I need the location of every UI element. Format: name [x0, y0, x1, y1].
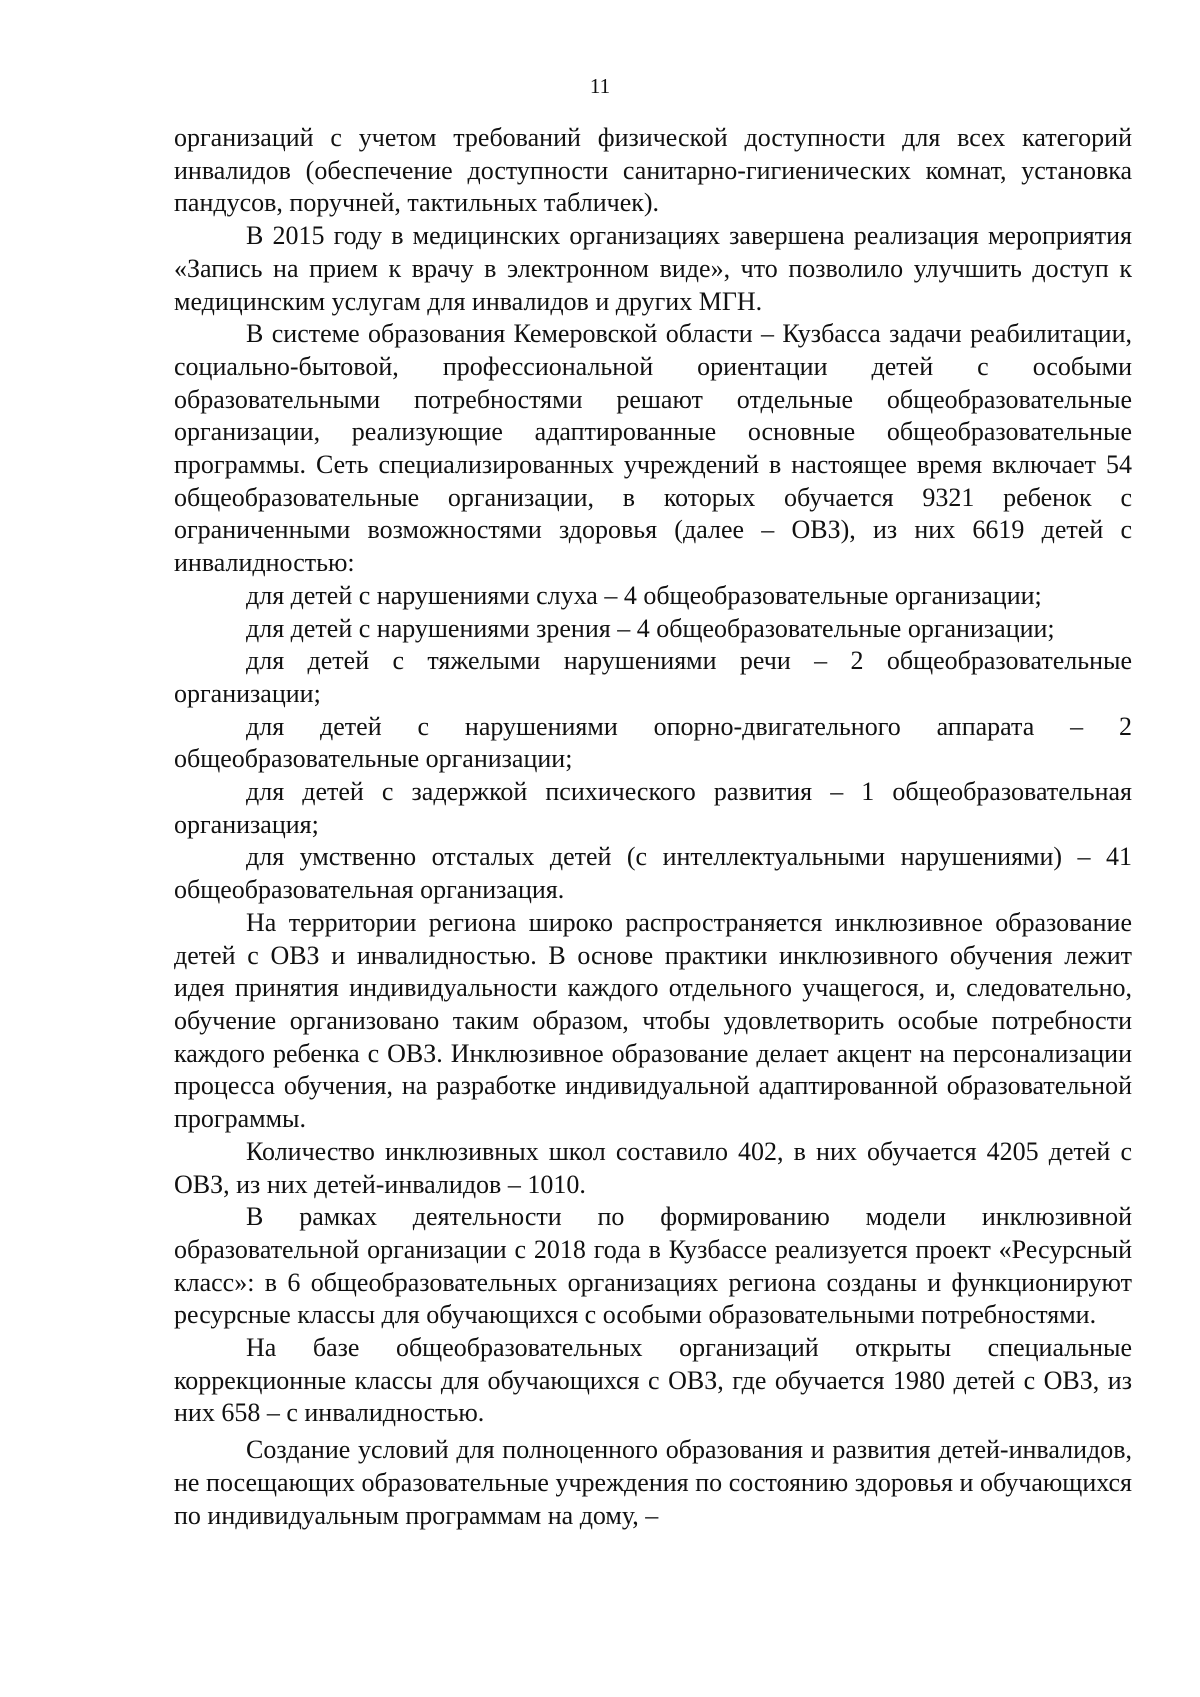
body-paragraph: для умственно отсталых детей (с интеллектуальными нарушениями) – 41 общеобразовательная организация.: [174, 842, 1132, 905]
body-paragraph: В рамках деятельности по формированию модели инклюзивной образовательной организации с 2018 года в Кузбассе реализуется проект «Ресурсный класс»: в 6 общеобразовательных организациях региона созданы и функционируют ресурсные классы для обучающихся с особыми образовательными потребностями.: [174, 1202, 1132, 1330]
body-paragraph: В системе образования Кемеровской области – Кузбасса задачи реабилитации, социально-бытовой, профессиональной ориентации детей с особыми образовательными потребностями решают отдельные общеобразовательные организации, реализующие адаптированные основные общеобразовательные программы. Сеть специализированных учреждений в настоящее время включает 54 общеобразовательные организации, в которых обучается 9321 ребенок с ограниченными возможностями здоровья (далее – ОВЗ), из них 6619 детей с инвалидностью:: [174, 319, 1132, 578]
body-paragraph: На территории региона широко распространяется инклюзивное образование детей с ОВЗ и инвалидностью. В основе практики инклюзивного обучения лежит идея принятия индивидуальности каждого отдельного учащегося, и, следовательно, обучение организовано таким образом, чтобы удовлетворить особые потребности каждого ребенка с ОВЗ. Инклюзивное образование делает акцент на персонализации процесса обучения, на разработке индивидуальной адаптированной образовательной программы.: [174, 907, 1132, 1134]
body-paragraph: Создание условий для полноценного образования и развития детей-инвалидов, не посещающих образовательные учреждения по состоянию здоровья и обучающихся по индивидуальным программам на дому, –: [174, 1435, 1132, 1530]
body-paragraph: организаций с учетом требований физической доступности для всех категорий инвалидов (обеспечение доступности санитарно-гигиенических комнат, установка пандусов, поручней, тактильных табличек).: [174, 123, 1132, 218]
body-paragraph: для детей с задержкой психического развития – 1 общеобразовательная организация;: [174, 777, 1132, 839]
body-paragraph: В 2015 году в медицинских организациях завершена реализация мероприятия «Запись на прием к врачу в электронном виде», что позволило улучшить доступ к медицинским услугам для инвалидов и других МГН.: [174, 221, 1132, 316]
body-paragraph: для детей с нарушениями опорно-двигательного аппарата – 2 общеобразовательные организации;: [174, 711, 1132, 774]
body-paragraph: для детей с нарушениями зрения – 4 общеобразовательные организации;: [246, 613, 1055, 643]
document-body: [174, 122, 1132, 1532]
body-paragraph: для детей с тяжелыми нарушениями речи – 2 общеобразовательные организации;: [174, 646, 1132, 708]
page-number: 11: [589, 74, 611, 98]
body-paragraph: для детей с нарушениями слуха – 4 общеобразовательные организации;: [246, 580, 1042, 610]
body-paragraph: На базе общеобразовательных организаций открыты специальные коррекционные классы для обучающихся с ОВЗ, где обучается 1980 детей с ОВЗ, из них 658 – с инвалидностью.: [174, 1333, 1132, 1428]
body-paragraph: Количество инклюзивных школ составило 402, в них обучается 4205 детей с ОВЗ, из них детей-инвалидов – 1010.: [174, 1136, 1132, 1199]
